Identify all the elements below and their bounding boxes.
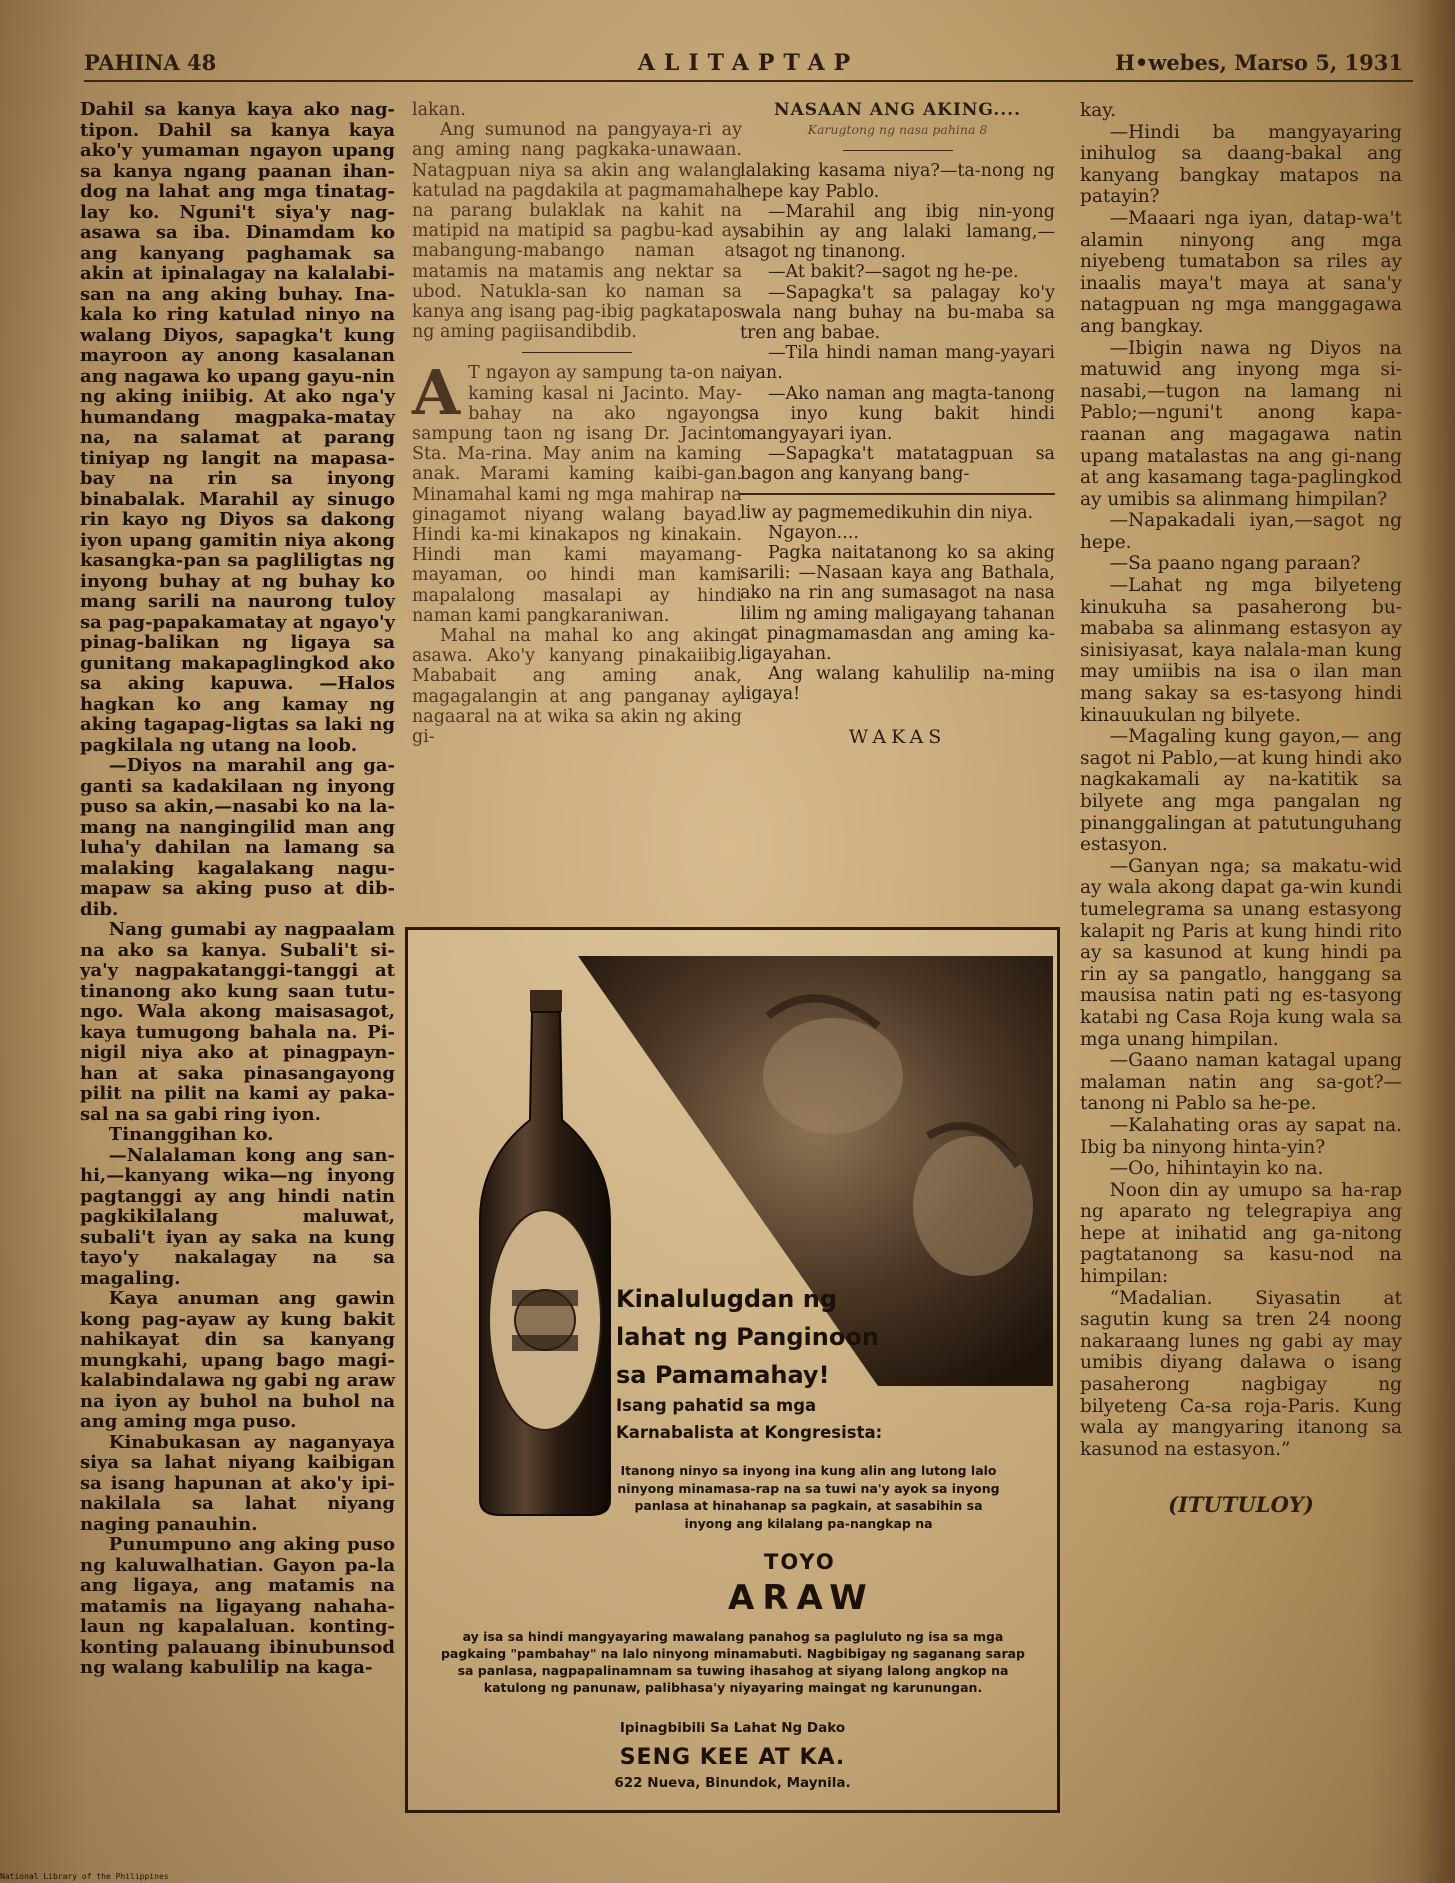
paragraph: —Nalalaman kong ang san-hi,—kanyang wika—ng inyong pagtanggi ay ang hindi natin pagkikilalang maluwat, subali't iyan ay saka na kung tayo'y nakalagay na sa magaling. <box>80 1144 395 1289</box>
section-divider <box>843 150 953 151</box>
paragraph: —Sapagka't matatagpuan sa bagon ang kanyang bang- <box>740 444 1055 485</box>
paragraph: Nang gumabi ay nagpaalam na ako sa kanya. Subali't si-ya'y nagpakatanggi-tanggi at tinanong ako kung saan tutu-ngo. Wala akong maisasagot, kaya tumugong bahala na. Pi-nigil niya ako at pinagpayn-han at saka pinasangayong pilit na pilit na kami ay paka-sal na sa gabi ring iyon. <box>80 919 395 1125</box>
paragraph: —At bakit?—sagot ng he-pe. <box>768 262 1019 283</box>
ad-headline <box>616 1280 879 1394</box>
archive-footer: National Library of the Philippines <box>0 1872 169 1881</box>
paragraph: —Ibigin nawa ng Diyos na matuwid ang inyong mga si-nasabi,—tugon na lamang ni Pablo;—nguni't anong kapa-raanan ang magagawa natin upang matalastas na ang gi-nang at ang kasamang taga-paglingkod ay umibis sa alinmang himpilan? <box>1080 337 1402 510</box>
drop-cap: A <box>412 356 461 430</box>
paragraph: “Madalian. Siyasatin at sagutin kung sa tren 24 noong nakaraang lunes ng gabi ay may umibis diyang dalawa o isang pasaherong nagbigay ng bilyeteng Ca-sa roja-Paris. Kung wala ay mangyaring itanong sa kasunod na estasyon.” <box>1080 1287 1402 1460</box>
ad-availability: Ipinagbibili Sa Lahat Ng Dako <box>619 1720 846 1736</box>
column-3 <box>740 100 1055 747</box>
ad-product-araw: ARAW <box>728 1578 875 1618</box>
paragraph: —Maaari nga iyan, datap-wa't alamin ninyong ang mga niyebeng tumatabon sa riles ay inaalis maya't maya at sana'y natagpuan ng mga manggagawa ang bangkay. <box>1080 207 1402 337</box>
paragraph: Punumpuno ang aking puso ng kaluwalhatian. Gayon pa-la ang ligaya, ang matamis na matamis na ligayang nahaha-laun ng kapalaluan. konting-konting palauang ibinubunsod ng walang kabulilip na kaga- <box>80 1534 395 1678</box>
ad-company: SENG KEE AT KA. <box>619 1745 846 1770</box>
paragraph: Kinabukasan ay naganyaya siya sa lahat niyang kaibigan sa isang hapunan at ako'y ipi-nakilala sa lahat niyang naging panauhin. <box>80 1431 395 1535</box>
column-1 <box>80 100 395 1679</box>
column-2 <box>412 100 742 747</box>
paragraph: —Gaano naman katagal upang malaman natin ang sa-got?—tanong ni Pablo sa he-pe. <box>1080 1050 1402 1115</box>
paragraph: —Sapagka't sa palagay ko'y wala nang buhay na bu-maba sa tren ang babae. <box>740 282 1055 344</box>
ad-headline-line: sa Pamamahay! <box>616 1361 830 1389</box>
ad-subheadline-line: Isang pahatid sa mga <box>616 1396 817 1415</box>
continued-from: Karugtong ng nasa pahina 8 <box>807 122 988 138</box>
paragraph: —Kalahating oras ay sapat na. Ibig ba ninyong hinta-yin? <box>1080 1114 1402 1158</box>
ad-address: 622 Nueva, Binundok, Maynila. <box>614 1775 851 1791</box>
ad-headline-line: Kinalulugdan ng <box>616 1285 837 1313</box>
section-divider <box>522 352 632 353</box>
paragraph: Ngayon.... <box>768 522 859 543</box>
paragraph: —Lahat ng mga bilyeteng kinukuha sa pasaherong bu-mababa sa alinmang estasyon ay sinisiyasat, kaya nalala-man kung may umiibis na isa o ilan man mang sakay sa es-tasyong hindi kinauukulan ng bilyete. <box>1080 575 1402 726</box>
page-number: PAHINA 48 <box>84 50 217 75</box>
paragraph: —Oo, hihintayin ko na. <box>1109 1158 1324 1180</box>
ad-description: ay isa sa hindi mangyayaring mawalang panahog sa pagluluto ng isa sa mga pagkaing "pambahay" na lalo ninyong minamabuti. Nagbibigay ng saganang sarap sa panlasa, nagpapalinamnam sa tuwing ihasahog at siyang lalong angkop na katulong ng panunaw, palibhasa'y niyayaring maingat ng karunungan. <box>440 1629 1025 1695</box>
paragraph: liw ay pagmemedikuhin din niya. <box>740 502 1034 523</box>
ad-headline-line: lahat ng Panginoon <box>616 1323 879 1351</box>
paragraph: kay. <box>1080 100 1117 121</box>
ad-subheadline <box>616 1392 882 1446</box>
masthead <box>84 44 1413 80</box>
page-edge-shadow <box>1415 0 1455 1883</box>
paragraph: —Ganyan nga; sa makatu-wid ay wala akong dapat ga-win kundi tumelegrama sa unang estasyong kalapit ng Paris at kung hindi rito ay sa kasunod at kung hindi pa rin ay sa pangatlo, hanggang sa mausisa natin pati ng es-tasyong katabi ng Casa Roja kung wala sa mga unang himpilan. <box>1080 855 1402 1050</box>
soy-sauce-bottle-icon <box>470 990 620 1520</box>
paragraph: Ang walang kahulilip na-ming ligaya! <box>740 664 1055 705</box>
paragraph: —Hindi ba mangyayaring inihulog sa daang-bakal ang kanyang bangkay matapos na patayin? <box>1080 121 1402 208</box>
paragraph: Noon din ay umupo sa ha-rap ng aparato ng telegrapiya ang hepe at inihatid ang ga-nitong pagtatanong sa kasu-nod na himpilan: <box>1080 1179 1402 1288</box>
paragraph: —Napakadali iyan,—sagot ng hepe. <box>1080 510 1402 553</box>
paragraph: Mahal na mahal ko ang aking asawa. Ako'y kanyang pinakaiibig. Mababait ang aming anak, magagalangin at ang panganay ay nagaaral na at wika sa akin ng aking gi- <box>412 626 742 748</box>
paragraph: Tinanggihan ko. <box>108 1124 274 1145</box>
ad-subheadline-line: Karnabalista at Kongresista: <box>616 1423 883 1442</box>
to-be-continued: (ITUTULOY) <box>1168 1492 1314 1518</box>
column-4 <box>1080 100 1402 1516</box>
paragraph-with-dropcap <box>412 356 742 626</box>
paragraph: —Tila hindi naman mang-yayari iyan. <box>740 343 1055 384</box>
paragraph: —Magaling kung gayon,— ang sagot ni Pablo,—at kung hindi ako nagkakamali ay na-katitik sa bilyete ang mga pangalan ng pinanggalingan at patutunguhang estasyon. <box>1080 726 1402 856</box>
ad-product-toyo: TOYO <box>764 1550 836 1574</box>
paragraph: lalaking kasama niya?—ta-nong ng hepe kay Pablo. <box>740 161 1055 202</box>
paragraph: Pagka naitatanong ko sa aking sarili: —Nasaan kaya ang Bathala, ako na rin ang sumasagot na nasa lilim ng aming maligayang tahanan at pinagmamasdan ang aming ka-ligayahan. <box>740 543 1055 665</box>
paragraph: lakan. <box>412 100 466 120</box>
paragraph: —Sa paano ngang paraan? <box>1109 553 1361 575</box>
paragraph: —Marahil ang ibig nin-yong sabihin ay ang lalaki lamang,—sagot ng tinanong. <box>740 201 1055 263</box>
paragraph: Dahil sa kanya kaya ako nag-tipon. Dahil sa kanya kaya ako'y yumaman ngayon upang sa kanya ngang paanan ihan-dog na lahat ang mga tinatag-lay ko. Nguni't siya'y nag-asawa sa iba. Dinamdam ko ang kanyang paghamak sa akin at ipinalagay na kalalabi-san na ang aking buhay. Ina-kala ko ring katulad ninyo na walang Diyos, sapagka't kung mayroon ay anong kasalanan ang nagawa ko upang gayu-nin ng aking iniibig. At ako nga'y humandang magpaka-matay na, na salamat at parang tiniyap ng langit na mapasa-bay na rin sa inyong binabalak. Marahil ay sinugo rin kayo ng Diyos sa dakong iyon upang gamitin niya akong kasangka-pan sa pagliligtas ng inyong buhay at ng buhay ko mang sarili na naurong tuloy sa pag-papakamatay at ngayo'y pinag-balikan ng ligaya sa gunitang makapaglingkod ako sa aking kapuwa. —Halos hagkan ko ang kamay ng aking tagapag-ligtas sa laki ng pagkilala ng utang na loob. <box>80 99 395 756</box>
paragraph-text: T ngayon ay sampung ta-on na kaming kasal ni Jacinto. May-bahay na ako ngayong sampung taon ng isang Dr. Jacinto Sta. Ma-rina. May anim na kaming anak. Marami kaming kaibi-gan. Minamahal kami ng mga mahirap na ginagamot niyang walang bayad. Hindi ka-mi kinakapos ng kinakain. Hindi man kami mayamang-mayaman, oo hindi man kami mapalalong masalapi ay hindi naman kami pangkaraniwan. <box>412 363 742 626</box>
paragraph: Kaya anuman ang gawin kong pag-ayaw ay kung bakit nahikayat din sa kanyang mungkahi, upang bago magi-kalabindalawa ng gabi ng araw na iyon ay buhol na buhol na ang aming mga puso. <box>80 1288 395 1432</box>
paragraph: —Ako naman ang magta-tanong sa inyo kung bakit hindi mangyayari iyan. <box>740 383 1055 445</box>
story-title: NASAAN ANG AKING.... <box>773 100 1022 120</box>
story-end: WAKAS <box>848 725 947 748</box>
publication-title: ALITAPTAP <box>637 50 860 76</box>
masthead-rule <box>84 80 1413 82</box>
ad-body-text: Itanong ninyo sa inyong ina kung alin ang lutong lalo ninyong minamasa-rap na sa tuwi na'y ayok sa inyong panlasa at hinahanap sa pagkain, at sasabihin sa inyong ang kilalang pa-nangkap na <box>617 1463 1000 1531</box>
advertisement <box>405 927 1060 1813</box>
issue-date: H•webes, Marso 5, 1931 <box>1115 50 1403 75</box>
story-rule <box>740 493 1055 495</box>
paragraph: Ang sumunod na pangyaya-ri ay ang aming nang pagkaka-unawaan. Natagpuan niya sa akin ang walang katulad na pagdakila at pagmamahal na parang bulaklak na kahit na matipid na matipid sa pagbu-kad ay mabangung-mabango naman at matamis na matamis ang nektar sa ubod. Natukla-san ko naman sa kanya ang isang pag-ibig pagkatapos ng aming pagiisandibdib. <box>412 120 742 343</box>
paragraph: —Diyos na marahil ang ga-ganti sa kadakilaan ng inyong puso sa akin,—nasabi ko na la-mang na nangingilid man ang luha'y dahilan na lamang sa malaking kagalakang nagu-mapaw sa aking puso at dib-dib. <box>80 755 395 920</box>
